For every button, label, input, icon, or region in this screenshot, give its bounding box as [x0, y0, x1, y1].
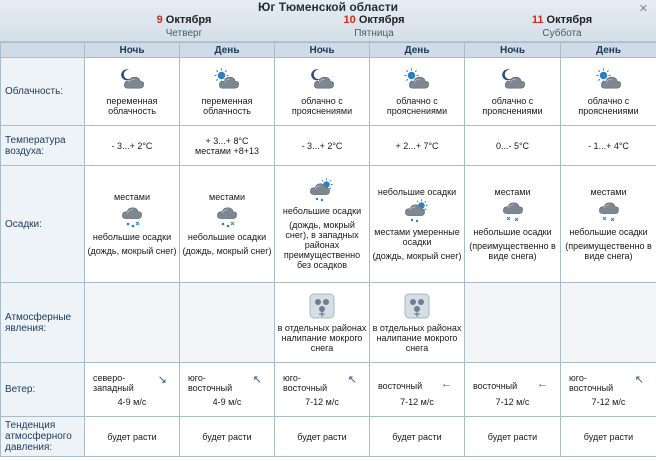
wind-speed: 7-12 м/с	[591, 396, 626, 407]
cloudiness-text: облачно с прояснениями	[386, 95, 448, 116]
wind-arrow-icon: ↖	[252, 373, 262, 386]
precipitation-cell	[465, 166, 561, 283]
pressure-cell	[180, 417, 275, 457]
cloudiness-cell	[275, 58, 370, 126]
precipitation-amount: небольшие осадки	[92, 232, 172, 242]
row-label-cloudiness: Облачность:	[1, 58, 85, 126]
pressure-trend: будет расти	[583, 431, 634, 442]
pressure-trend: будет расти	[297, 431, 347, 442]
temperature-cell	[561, 126, 656, 166]
wind-arrow-icon: ↖	[634, 373, 644, 386]
precipitation-amount: небольшие осадки	[282, 206, 362, 216]
wind-direction: восточный	[473, 380, 518, 391]
temperature-value: - 3...+ 2°C	[301, 140, 343, 151]
temperature-cell	[370, 126, 465, 166]
day-number: 11	[531, 14, 544, 26]
forecast-table	[0, 42, 656, 457]
cloudiness-text: облачно с прояснениями	[482, 95, 543, 116]
temperature-value: - 3...+ 2°C	[111, 140, 153, 151]
temperature-value: - 1...+ 4°C	[588, 140, 629, 151]
pressure-cell	[85, 417, 180, 457]
row-label-phenomena: Атмосферные явления:	[1, 283, 85, 363]
wind-speed: 7-12 м/с	[305, 396, 339, 407]
cloudiness-cell	[561, 58, 656, 126]
precipitation-amount: небольшие осадки	[187, 232, 267, 242]
row-label-temperature: Температура воздуха:	[1, 126, 85, 166]
sleet-icon	[404, 293, 430, 319]
precipitation-amount: местами умеренные осадки	[374, 227, 460, 247]
cloudiness-cell	[370, 58, 465, 126]
phenomena-text: налипание мокрого снега	[376, 332, 458, 353]
wind-cell	[85, 363, 180, 417]
wind-direction: северо-западный	[93, 372, 134, 393]
phenomena-cell	[561, 283, 656, 363]
wind-cell	[561, 363, 656, 417]
wind-speed: 7-12 м/с	[495, 396, 530, 407]
precipitation-type: (дождь, мокрый снег)	[87, 246, 177, 256]
temperature-value: 0...- 5°C	[495, 140, 530, 151]
wind-cell	[180, 363, 275, 417]
precipitation-type: (дождь, мокрый снег), в западных районах преимущественно без осадков	[283, 220, 361, 270]
pressure-trend: будет расти	[202, 431, 252, 442]
cloud-snow-icon	[594, 199, 624, 223]
period-header: Ночь	[465, 43, 561, 58]
precipitation-type: (преимущественно в виде снега)	[469, 241, 556, 261]
wind-direction: юго-восточный	[569, 372, 614, 393]
wind-speed: 7-12 м/с	[400, 396, 434, 407]
period-header: Ночь	[85, 43, 180, 58]
sleet-icon	[309, 293, 335, 319]
forecast-header	[0, 0, 656, 42]
row-label-precipitation: Осадки:	[1, 166, 85, 283]
pressure-trend: будет расти	[107, 431, 157, 442]
cloudiness-cell	[85, 58, 180, 126]
day-month: Октября	[546, 14, 593, 26]
pressure-cell	[561, 417, 656, 457]
day-month: Октября	[165, 14, 212, 26]
cloudiness-text: облачно с прояснениями	[291, 95, 353, 116]
period-header: День	[370, 43, 465, 58]
moon-cloud-icon	[117, 68, 147, 92]
period-header: День	[180, 43, 275, 58]
day-weekday: Пятница	[354, 28, 394, 39]
moon-cloud-icon	[498, 68, 528, 92]
wind-direction: восточный	[378, 380, 423, 391]
phenomena-cell	[85, 283, 180, 363]
precipitation-amount: небольшие осадки	[569, 227, 648, 237]
precipitation-scope: местами	[494, 187, 531, 197]
precipitation-scope: местами	[209, 192, 245, 202]
phenomena-scope: в отдельных районах	[372, 322, 462, 333]
wind-cell	[275, 363, 370, 417]
day-header-3	[468, 14, 656, 40]
precipitation-cell	[370, 166, 465, 283]
pressure-cell	[275, 417, 370, 457]
pressure-cell	[370, 417, 465, 457]
wind-cell	[370, 363, 465, 417]
pressure-trend: будет расти	[487, 431, 538, 442]
cloud-snow-icon	[498, 199, 528, 223]
day-number: 9	[156, 14, 163, 26]
precipitation-amount: небольшие осадки	[473, 227, 552, 237]
phenomena-scope: в отдельных районах	[277, 322, 367, 333]
pressure-trend: будет расти	[392, 431, 442, 442]
phenomena-cell	[180, 283, 275, 363]
temperature-cell	[85, 126, 180, 166]
precipitation-cell	[180, 166, 275, 283]
day-header-1	[90, 14, 278, 40]
period-header: День	[561, 43, 656, 58]
row-label-pressure: Тенденция атмосферного давления:	[1, 417, 85, 457]
wind-arrow-icon: ←	[537, 377, 548, 390]
precipitation-type: (преимущественно в виде снега)	[565, 241, 652, 261]
temperature-cell	[180, 126, 275, 166]
wind-cell	[465, 363, 561, 417]
precipitation-cell	[85, 166, 180, 283]
day-month: Октября	[358, 14, 405, 26]
row-label-wind: Ветер:	[1, 363, 85, 417]
sun-cloud-icon	[212, 68, 242, 92]
cloud-rain-snow-icon	[117, 204, 147, 228]
sun-cloud-rain-icon	[402, 199, 432, 223]
cloudiness-text: переменная облачность	[106, 95, 158, 116]
wind-direction: юго-восточный	[283, 372, 328, 393]
wind-arrow-icon: ←	[441, 377, 452, 390]
phenomena-cell	[275, 283, 370, 363]
sun-cloud-icon	[594, 68, 624, 92]
region-title: Юг Тюменской области	[258, 0, 398, 14]
moon-cloud-icon	[307, 68, 337, 92]
sun-cloud-icon	[402, 68, 432, 92]
precipitation-type: (дождь, мокрый снег)	[182, 246, 272, 256]
temperature-cell	[465, 126, 561, 166]
corner-cell	[1, 43, 85, 58]
wind-arrow-icon: ↘	[157, 373, 167, 386]
wind-direction: юго-восточный	[188, 372, 233, 393]
precipitation-cell	[275, 166, 370, 283]
precipitation-scope: небольшие осадки	[377, 187, 457, 197]
wind-arrow-icon: ↖	[347, 373, 357, 386]
phenomena-cell	[370, 283, 465, 363]
pressure-cell	[465, 417, 561, 457]
sun-cloud-rain-icon	[307, 178, 337, 202]
day-number: 10	[343, 14, 356, 26]
day-header-2	[280, 14, 468, 40]
cloudiness-text: облачно с прояснениями	[578, 95, 639, 116]
phenomena-cell	[465, 283, 561, 363]
temperature-cell	[275, 126, 370, 166]
cloudiness-text: переменная облачность	[201, 95, 253, 116]
period-header: Ночь	[275, 43, 370, 58]
phenomena-text: налипание мокрого снега	[281, 332, 363, 353]
cloudiness-cell	[465, 58, 561, 126]
day-weekday: Четверг	[165, 28, 203, 39]
cloud-rain-snow-icon	[212, 204, 242, 228]
temperature-value: + 3...+ 8°C	[205, 135, 249, 146]
temperature-value: + 2...+ 7°C	[395, 140, 439, 151]
precipitation-scope: местами	[590, 187, 627, 197]
wind-speed: 4-9 м/с	[212, 396, 242, 407]
close-icon[interactable]: ✕	[638, 3, 648, 15]
precipitation-scope: местами	[114, 192, 150, 202]
precipitation-cell	[561, 166, 656, 283]
cloudiness-cell	[180, 58, 275, 126]
day-weekday: Суббота	[542, 28, 582, 39]
wind-speed: 4-9 м/с	[117, 396, 147, 407]
precipitation-type: (дождь, мокрый снег)	[372, 251, 462, 261]
temperature-local: местами +8+13	[195, 145, 259, 156]
